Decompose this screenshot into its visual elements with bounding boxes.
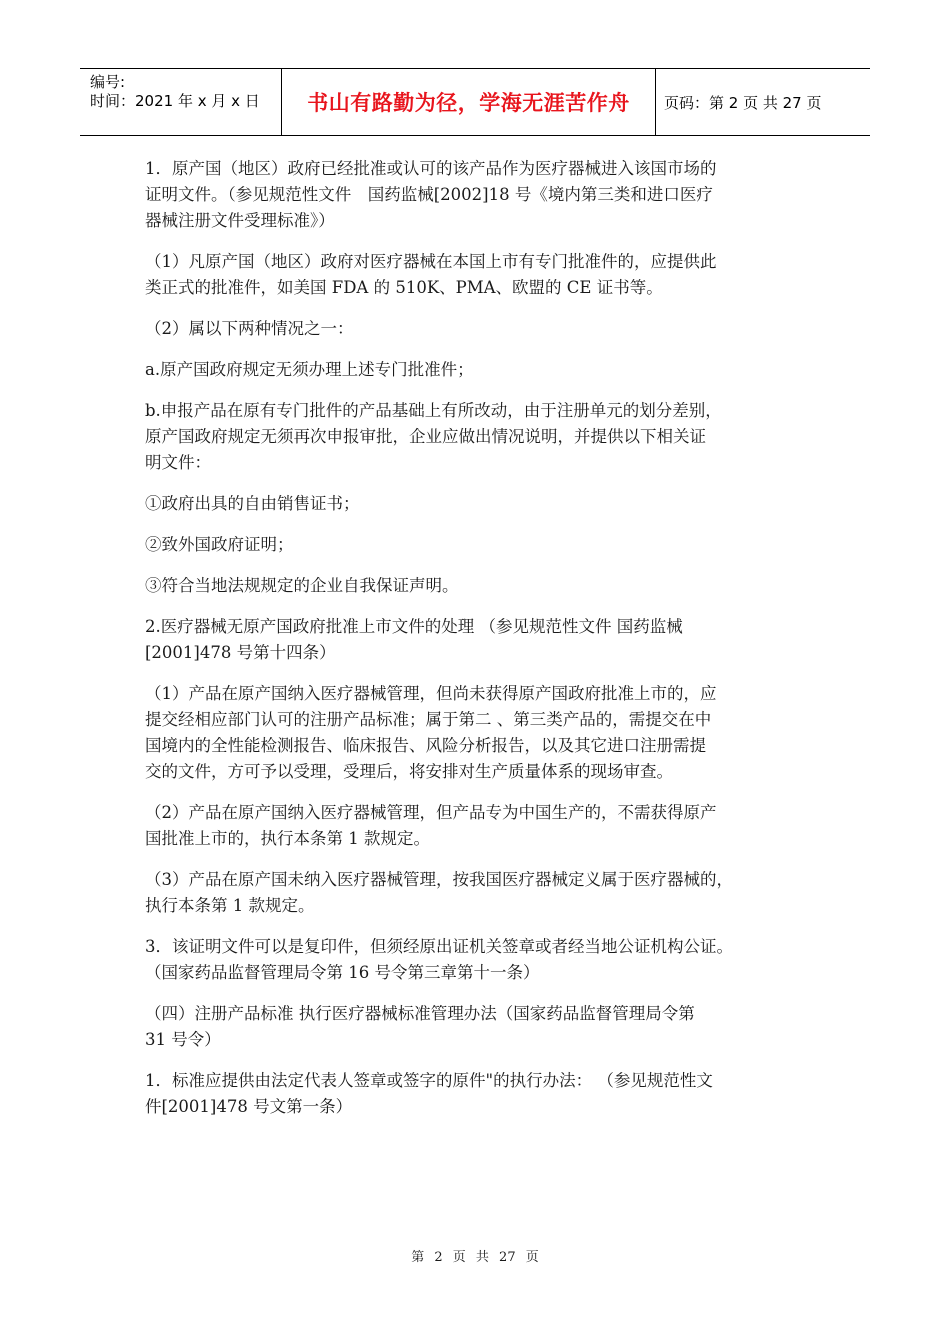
paragraph: 2.医疗器械无原产国政府批准上市文件的处理 （参见规范性文件 国药监械 [2001]478 号第十四条）: [145, 617, 683, 662]
paragraph: b.申报产品在原有专门批件的产品基础上有所改动，由于注册单元的划分差别， 原产国政府规定无须再次申报审批，企业应做出情况说明，并提供以下相关证 明文件：: [145, 401, 722, 472]
header-page-cell: [656, 69, 870, 135]
paragraph: （2）产品在原产国纳入医疗器械管理，但产品专为中国生产的，不需获得原产 国批准上市的，执行本条第 1 款规定。: [145, 803, 717, 848]
footer-page-number: 第 2 页 共 27 页: [411, 1250, 539, 1265]
page-header: [80, 68, 870, 136]
paragraph: （1）凡原产国（地区）政府对医疗器械在本国上市有专门批准件的，应提供此 类正式的批准件，如美国 FDA 的 510K、PMA、欧盟的 CE 证书等。: [145, 252, 717, 297]
header-page-info: 页码：第 2 页 共 27 页: [664, 93, 822, 112]
paragraph: ③符合当地法规规定的企业自我保证声明。: [145, 576, 459, 595]
paragraph: （3）产品在原产国未纳入医疗器械管理，按我国医疗器械定义属于医疗器械的， 执行本条第 1 款规定。: [145, 870, 733, 915]
paragraph: （2）属以下两种情况之一：: [145, 319, 354, 338]
paragraph: a.原产国政府规定无须办理上述专门批准件；: [145, 360, 474, 379]
paragraph: （1）产品在原产国纳入医疗器械管理，但尚未获得原产国政府批准上市的，应 提交经相应部门认可的注册产品标准；属于第二 、第三类产品的，需提交在中 国境内的全性能检测报告、临床报告、风险分析报告，以及其它进口注册需提 交的文件，方可予以受理，受理后，将安排对生产质量体系的现场审查。: [145, 684, 717, 781]
header-motto: 书山有路勤为径，学海无涯苦作舟: [307, 91, 630, 115]
paragraph: 1．标准应提供由法定代表人签章或签字的原件"的执行办法： （参见规范性文 件[2001]478 号文第一条）: [145, 1071, 713, 1116]
paragraph: ①政府出具的自由销售证书；: [145, 494, 360, 513]
document-date: 时间：2021 年 x 月 x 日: [90, 92, 260, 110]
paragraph: 3．该证明文件可以是复印件，但须经原出证机关签章或者经当地公证机构公证。 （国家药品监督管理局令第 16 号令第三章第十一条）: [145, 937, 733, 982]
header-meta-cell: [80, 69, 282, 135]
paragraph: 1．原产国（地区）政府已经批准或认可的该产品作为医疗器械进入该国市场的 证明文件。（参见规范性文件 国药监械[2002]18 号《境内第三类和进口医疗 器械注册文件受理标准》）: [145, 159, 717, 230]
document-body: [145, 156, 835, 1135]
header-motto-cell: [282, 69, 656, 135]
page-footer: [0, 1246, 950, 1265]
paragraph: ②致外国政府证明；: [145, 535, 294, 554]
document-number-label: 编号:: [90, 73, 126, 91]
paragraph: （四）注册产品标准 执行医疗器械标准管理办法（国家药品监督管理局令第 31 号令）: [145, 1004, 695, 1049]
